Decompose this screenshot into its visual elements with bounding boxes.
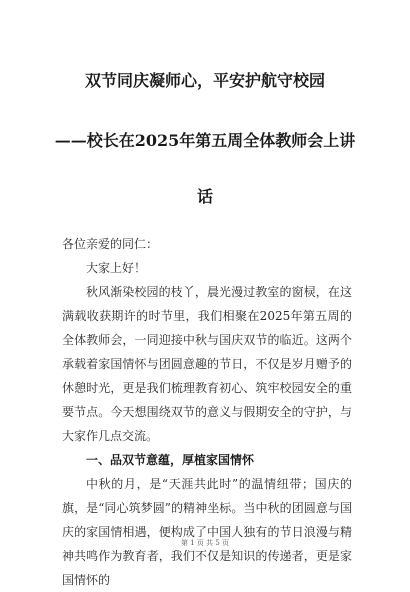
- greeting: 大家上好！: [86, 261, 147, 275]
- page-number: 第 1 页 共 5 页: [180, 539, 230, 547]
- salutation: 各位亲爱的同仁：: [62, 237, 159, 251]
- body-paragraph: 中秋的月，是“天涯共此时”的温情纽带；国庆的旗，是“同心筑梦圆”的精神坐标。当中秋的团圆意与国庆的家国情相遇，便构成了中国人独有的节日浪漫与精神共鸣作为教育者，我们不仅是知识的传递者，更是家国情怀的: [62, 477, 352, 587]
- document-subtitle: ——校长在2025年第五周全体教师会上讲: [54, 131, 356, 150]
- document-title: 双节同庆凝师心，平安护航守校园: [84, 71, 325, 90]
- body-paragraph: 秋风渐染校园的枝丫，晨光漫过教室的窗棂，在这满载收获期许的时节里，我们相聚在2025年第五周的全体教师会，一同迎接中秋与国庆双节的临近。这两个承载着家国情怀与团圆意趣的节日，不仅是岁月赠予的休憩时光，更是我们梳理教育初心、筑牢校园安全的重要节点。今天想围绕双节的意义与假期安全的守护，与大家作几点交流。: [62, 285, 352, 443]
- document-subtitle-continued: 话: [196, 187, 213, 206]
- section-heading: 一、品双节意蕴，厚植家国情怀: [86, 453, 255, 467]
